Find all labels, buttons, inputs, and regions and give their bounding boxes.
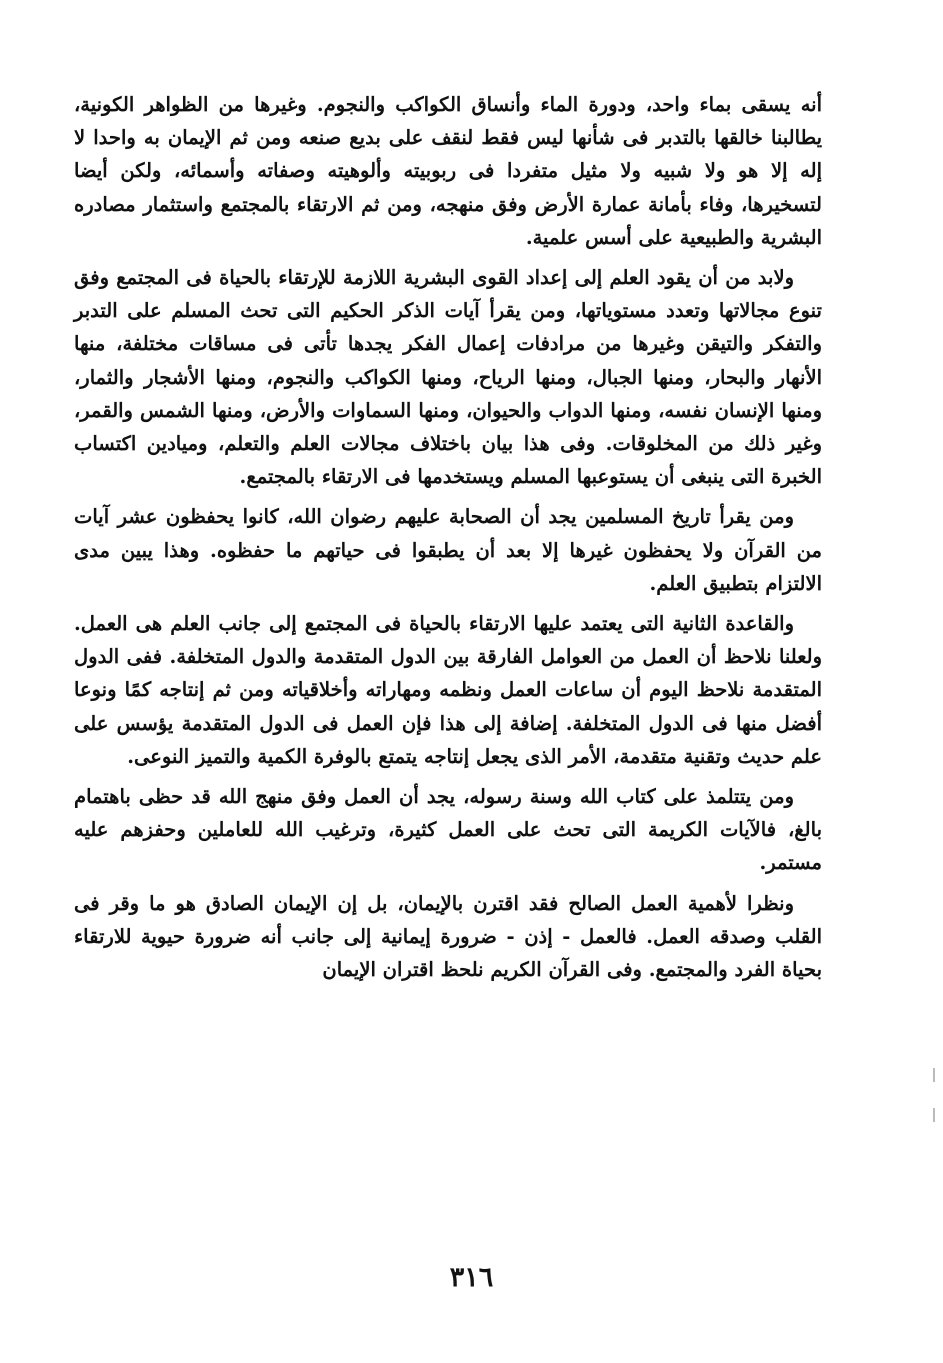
page-number: ٣١٦ (449, 1262, 494, 1293)
paragraph-5: ومن يتتلمذ على كتاب الله وسنة رسوله، يجد أن العمل وفق منهج الله قد حظى باهتمام بالغ، فالآيات الكريمة التى تحث على العمل كثيرة، وترغيب الله للعاملين وحفزهم عليه مستمر. (74, 785, 822, 875)
paragraph-4: والقاعدة الثانية التى يعتمد عليها الارتقاء بالحياة فى المجتمع إلى جانب العلم هى العمل. ولعلنا نلاحظ أن العمل من العوامل الفارقة بين الدول المتقدمة والدول المتخلفة. ففى الدول المتقدمة نلاحظ اليوم أن ساعات العمل ونظمه ومهاراته وأخلاقياته ومن ثم إنتاجه كمًا ونوعا أفضل منها فى الدول المتخلفة. إضافة إلى هذا فإن العمل فى الدول المتقدمة يؤسس على علم حديث وتقنية متقدمة، الأمر الذى يجعل إنتاجه يتمتع بالوفرة الكمية والتميز النوعى. (74, 612, 822, 768)
scan-edge-mark (933, 1108, 935, 1122)
paragraph-6: ونظرا لأهمية العمل الصالح فقد اقترن بالإيمان، بل إن الإيمان الصادق هو ما وقر فى القلب وصدقه العمل. فالعمل - إذن - ضرورة إيمانية إلى جانب أنه ضرورة حيوية للارتقاء بحياة الفرد والمجتمع. وفى القرآن الكريم نلحظ اقتران الإيمان (74, 891, 822, 982)
paragraph-1: أنه يسقى بماء واحد، ودورة الماء وأنساق الكواكب والنجوم. وغيرها من الظواهر الكونية، يطالبنا خالقها بالتدبر فى شأنها ليس فقط لنقف على بديع صنعه ومن ثم الإيمان به واحدا لا إله إلا هو ولا شبيه ولا مثيل متفردا فى ربوبيته وألوهيته وصفاته وأسمائه، ولكن أيضا لتسخيرها، وفاء بأمانة عمارة الأرض وفق منهجه، ومن ثم الارتقاء بالمجتمع واستثمار مصادره البشرية والطبيعية على أسس علمية. (74, 93, 822, 249)
scan-edge-mark (933, 1068, 935, 1082)
paragraph-3: ومن يقرأ تاريخ المسلمين يجد أن الصحابة عليهم رضوان الله، كانوا يحفظون عشر آيات من القرآن ولا يحفظون غيرها إلا بعد أن يطبقوا فى حياتهم ما حفظوه. وهذا يبين مدى الالتزام بتطبيق العلم. (74, 505, 822, 595)
paragraph-2: ولابد من أن يقود العلم إلى إعداد القوى البشرية اللازمة للإرتقاء بالحياة فى المجتمع وفق تنوع مجالاتها وتعدد مستوياتها، ومن يقرأ آيات الذكر الحكيم التى تحث المسلم على التدبر والتفكر والتيقن وغيرها من مرادفات إعمال الفكر يجدها تأتى فى مساقات مختلفة، منها الأنهار والبحار، ومنها الجبال، ومنها الرياح، ومنها الكواكب والنجوم، ومنها الأشجار والثمار، ومنها الإنسان نفسه، ومنها الدواب والحيوان، ومنها السماوات والأرض، ومنها الشمس والقمر، وغير ذلك من المخلوقات. وفى هذا بيان باختلاف مجالات العلم والتعلم، وميادين اكتساب الخبرة التى ينبغى أن يستوعبها المسلم ويستخدمها فى الارتقاء بالمجتمع. (74, 266, 822, 489)
body-text (74, 88, 822, 993)
